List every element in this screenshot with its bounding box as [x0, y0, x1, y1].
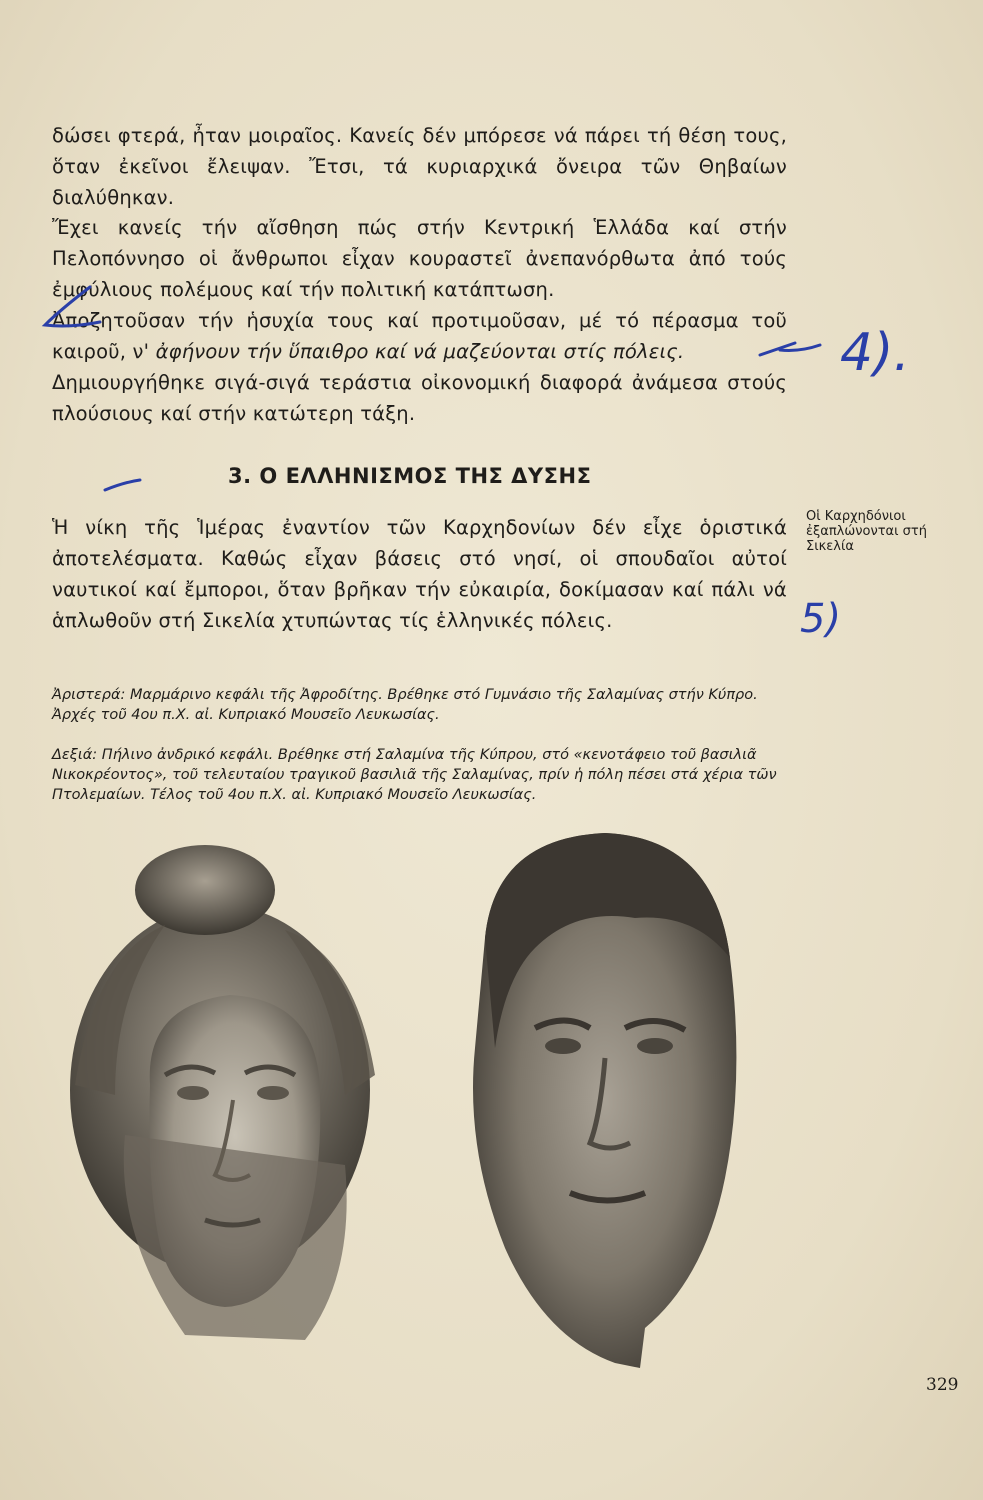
handwritten-mark-4: 4).: [840, 323, 910, 383]
paragraph-2: Ἔχει κανείς τήν αἴσθηση πώς στήν Κεντρική Ἑλλάδα καί στήν Πελοπόννησο οἱ ἄνθρωποι εἶχαν κουραστεῖ ἀνεπανόρθωτα ἀπό τούς ἐμφύλιους πολέμους καί τήν πολιτική κατάπτωση.: [52, 216, 787, 301]
paragraph-3-text: Ἀποζητοῦσαν τήν ἡσυχία τους καί προτιμοῦσαν, μέ τό πέρασμα τοῦ καιροῦ, ν': [52, 309, 787, 363]
paragraph-1: δώσει φτερά, ἦταν μοιραῖος. Κανείς δέν μπόρεσε νά πάρει τή θέση τους, ὅταν ἐκεῖνοι ἔλειψαν. Ἔτσι, τά κυριαρχικά ὄνειρα τῶν Θηβαίων διαλύθηκαν.: [52, 124, 787, 209]
section-heading: 3. Ο ΕΛΛΗΝΙΣΜΟΣ ΤΗΣ ΔΥΣΗΣ: [228, 464, 592, 488]
section-paragraph: Ἡ νίκη τῆς Ἱμέρας ἐναντίον τῶν Καρχηδονίων δέν εἶχε ὁριστικά ἀποτελέσματα. Καθώς εἶχαν βάσεις στό νησί, οἱ σπουδαῖοι αὐτοί ναυτικοί καί ἔμποροι, ὅταν βρῆκαν τήν εὐκαιρία, δοκίμασαν καί πάλι νά ἁπλωθοῦν στή Σικελία χτυπώντας τίς ἑλληνικές πόλεις.: [52, 516, 787, 632]
handwritten-mark-5: 5): [800, 596, 842, 642]
paragraph-3-italic: ἀφήνουν τήν ὕπαιθρο καί νά μαζεύονται στίς πόλεις.: [155, 340, 685, 363]
pen-bracket-mark-1: [45, 287, 100, 326]
paragraph-4: Δημιουργήθηκε σιγά-σιγά τεράστια οἰκονομική διαφορά ἀνάμεσα στούς πλούσιους καί στήν κατώτερη τάξη.: [52, 371, 787, 425]
page-number: 329: [926, 1375, 959, 1395]
caption-right: Δεξιά: Πήλινο ἀνδρικό κεφάλι. Βρέθηκε στή Σαλαμίνα τῆς Κύπρου, στό «κενοτάφειο τοῦ βασιλιᾶ Νικοκρέοντος», τοῦ τελευταίου τραγικοῦ βασιλιᾶ τῆς Σαλαμίνας, πρίν ἡ πόλη πέσει στά χέρια τῶν Πτολεμαίων. Τέλος τοῦ 4ου π.Χ. αἰ. Κυπριακό Μουσεῖο Λευκωσίας.: [52, 747, 777, 803]
pen-dash-mark: [105, 480, 140, 490]
margin-note: Οἱ Καρχηδόνιοι ἐξαπλώνονται στή Σικελία: [806, 509, 927, 554]
caption-left: Ἀριστερά: Μαρμάρινο κεφάλι τῆς Ἀφροδίτης. Βρέθηκε στό Γυμνάσιο τῆς Σαλαμίνας στήν Κύπρο. Ἀρχές τοῦ 4ου π.Χ. αἰ. Κυπριακό Μουσεῖο Λευκωσίας.: [52, 687, 758, 723]
